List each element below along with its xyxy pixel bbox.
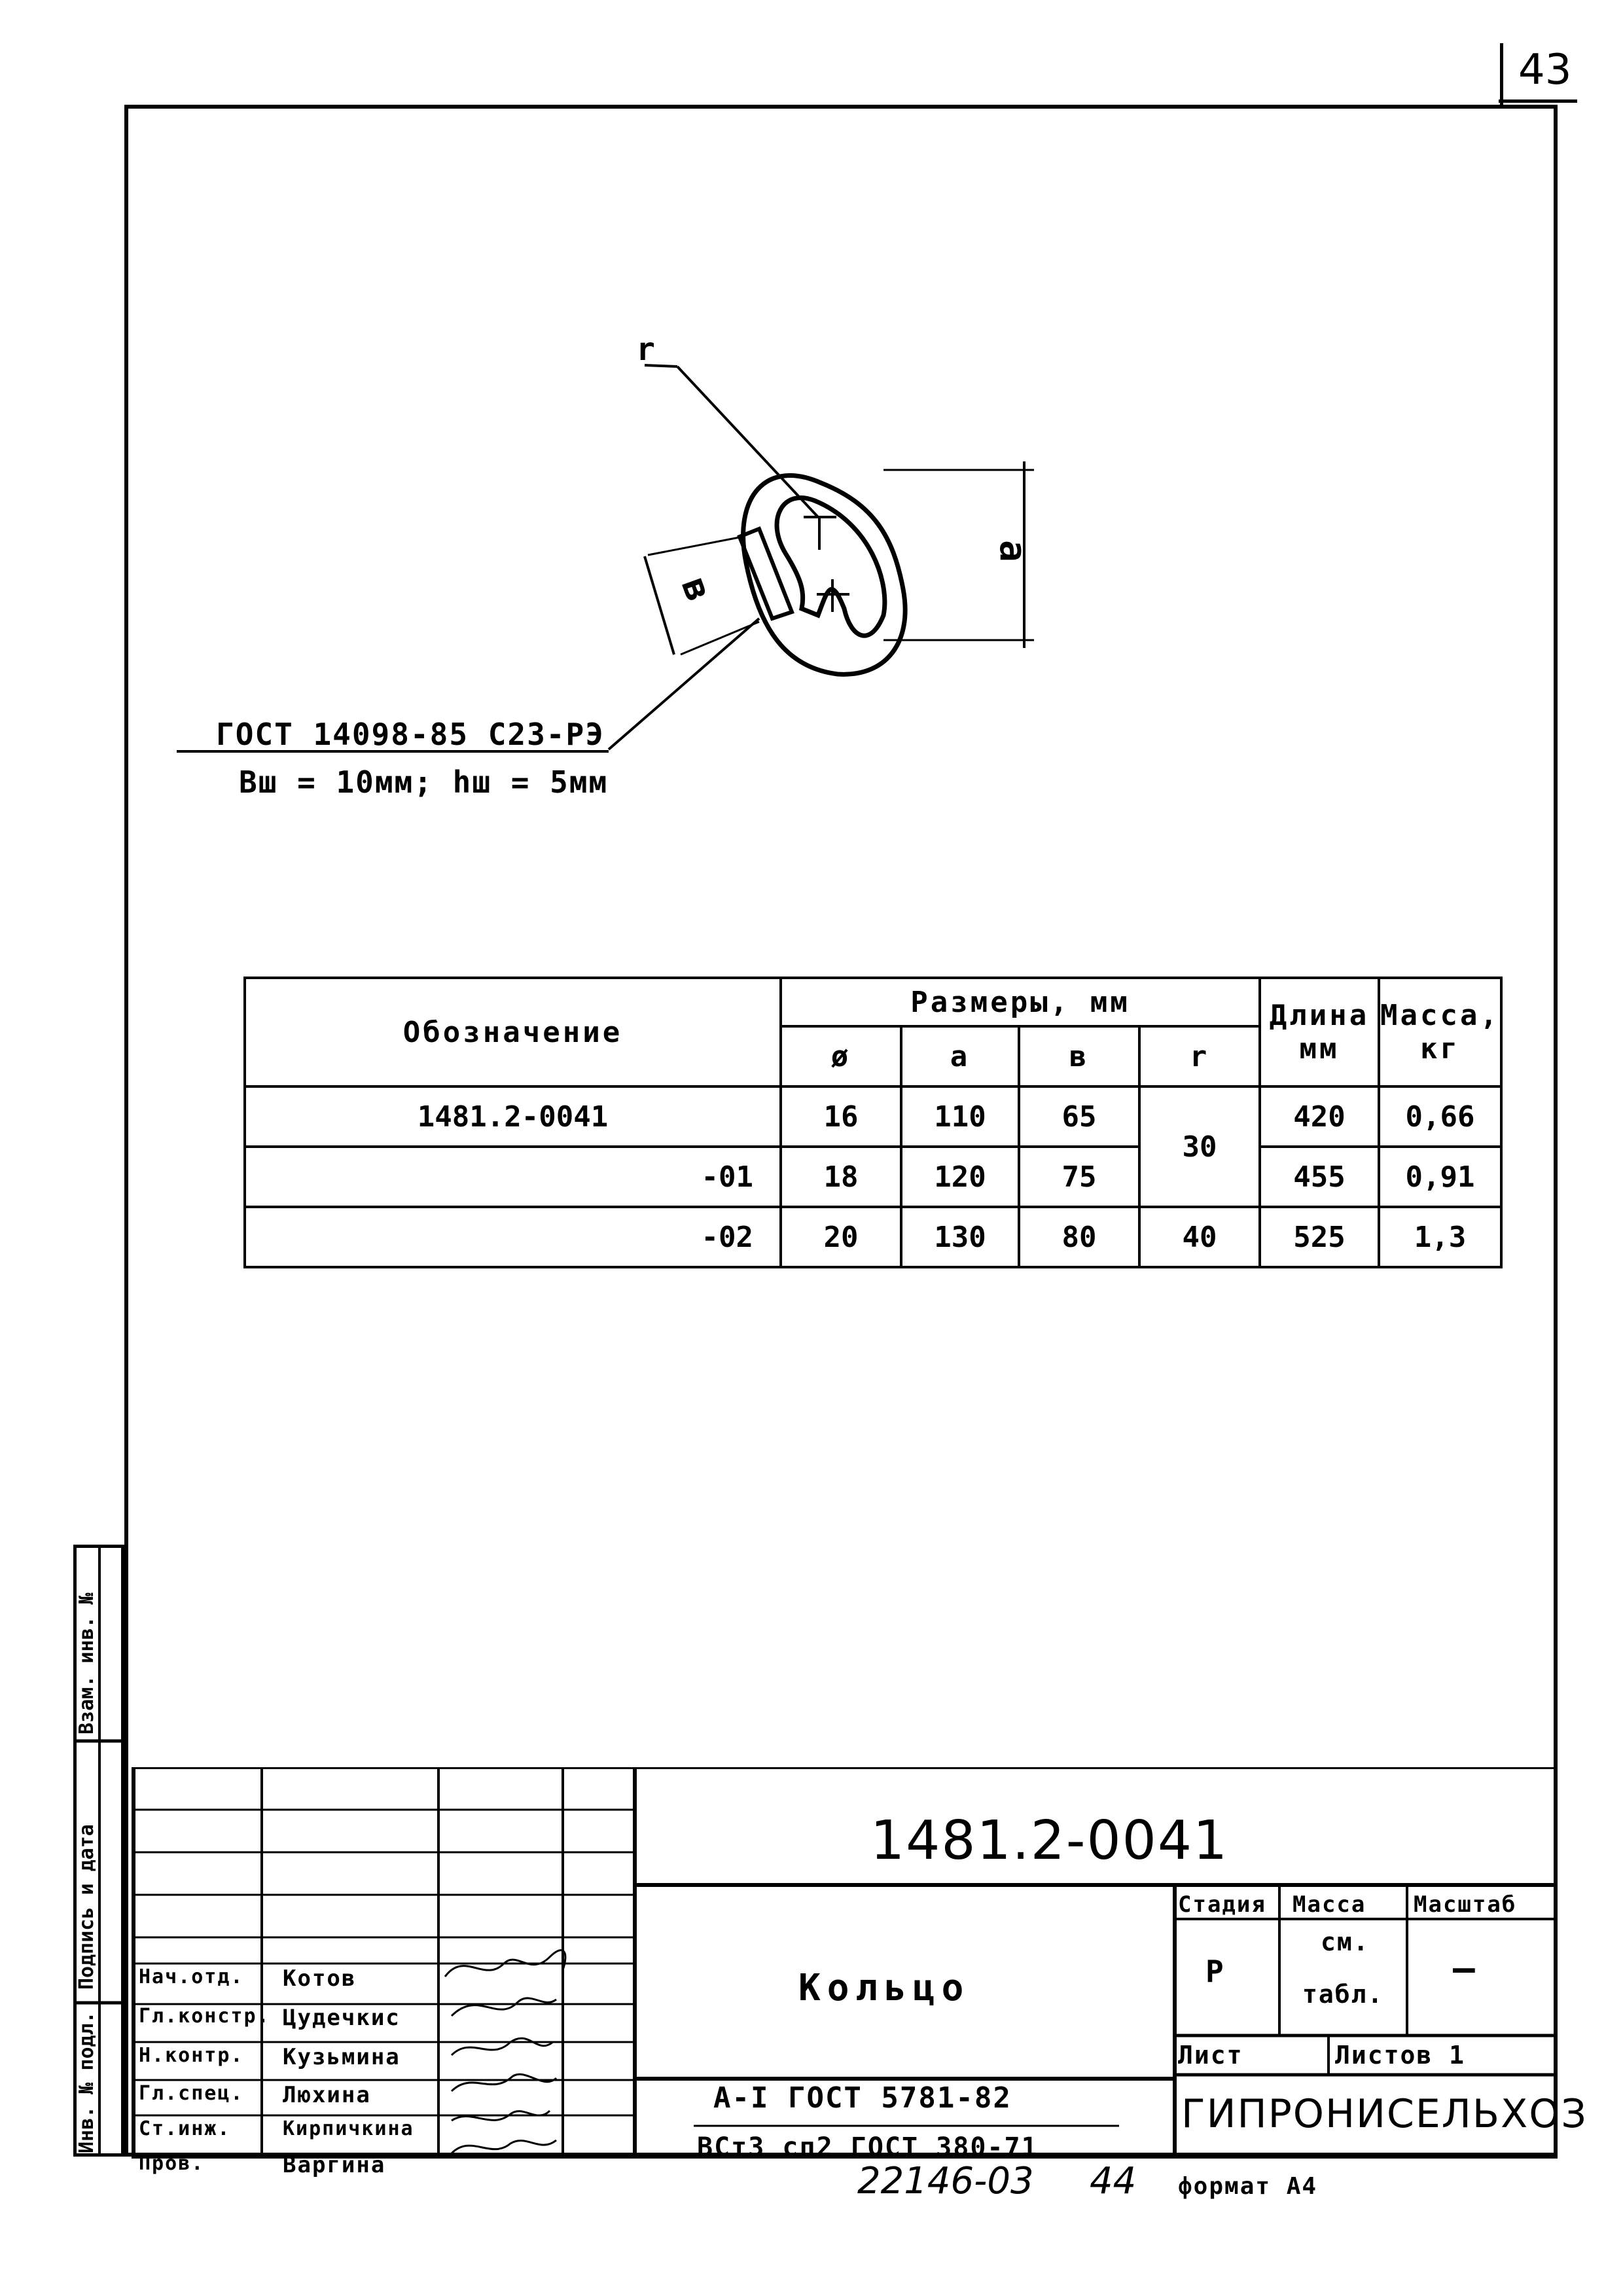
scale-label: Масштаб xyxy=(1414,1892,1517,1918)
scale-value: — xyxy=(1453,1947,1476,1990)
col-b: в xyxy=(1019,1026,1139,1086)
signatures xyxy=(438,1937,596,2160)
page-number: 43 xyxy=(1518,46,1572,94)
material-2: ВСт3 сп2 ГОСТ 380-71 xyxy=(697,2132,1039,2162)
table-row: -02 20 130 80 40 525 1,3 xyxy=(245,1207,1501,1267)
mass-label: Масса xyxy=(1293,1892,1366,1918)
col-diameter: ø xyxy=(781,1026,901,1086)
sheets-label: Листов 1 xyxy=(1335,2041,1466,2070)
col-mass: Масса, кг xyxy=(1379,978,1501,1086)
footer-code: 22146-03 xyxy=(857,2160,1034,2202)
side-stamp-labels xyxy=(73,1545,126,2160)
mass-value-2: табл. xyxy=(1302,1980,1384,2009)
weld-note: ГОСТ 14098-85 С23-РЭ xyxy=(216,717,605,752)
svg-text:Инв. № подл.: Инв. № подл. xyxy=(75,2011,98,2153)
ring-inner-contour xyxy=(777,497,885,636)
sheet-label: Лист xyxy=(1178,2041,1243,2070)
spec-table xyxy=(243,977,1503,1268)
col-a: a xyxy=(901,1026,1019,1086)
mass-value-1: см. xyxy=(1321,1928,1370,1956)
col-designation: Обозначение xyxy=(245,978,781,1086)
stage-value: Р xyxy=(1205,1954,1225,1989)
svg-text:Подпись и дата: Подпись и дата xyxy=(75,1824,98,1990)
material-1: A-I ГОСТ 5781-82 xyxy=(713,2081,1012,2115)
col-r: r xyxy=(1139,1026,1260,1086)
weld-size-note: Вш = 10мм; hш = 5мм xyxy=(239,764,609,800)
col-length: Длина мм xyxy=(1260,978,1379,1086)
svg-text:Взам. инв. №: Взам. инв. № xyxy=(75,1592,98,1734)
stage-label: Стадия xyxy=(1178,1892,1266,1918)
dimension-b-label: в xyxy=(672,571,721,607)
doc-code: 1481.2-0041 xyxy=(870,1810,1229,1872)
col-sizes: Размеры, мм xyxy=(781,978,1260,1026)
footer-page: 44 xyxy=(1090,2160,1137,2202)
doc-title: Кольцо xyxy=(798,1967,971,2009)
organization: ГИПРОНИСЕЛЬХОЗ xyxy=(1181,2091,1588,2137)
table-row: 1481.2-0041 16 110 65 30 420 0,66 xyxy=(245,1086,1501,1147)
dimension-a-label: a xyxy=(991,540,1034,562)
table-row: -01 18 120 75 455 0,91 xyxy=(245,1147,1501,1207)
footer-format: формат А4 xyxy=(1178,2173,1318,2200)
radius-label: r xyxy=(636,331,655,368)
